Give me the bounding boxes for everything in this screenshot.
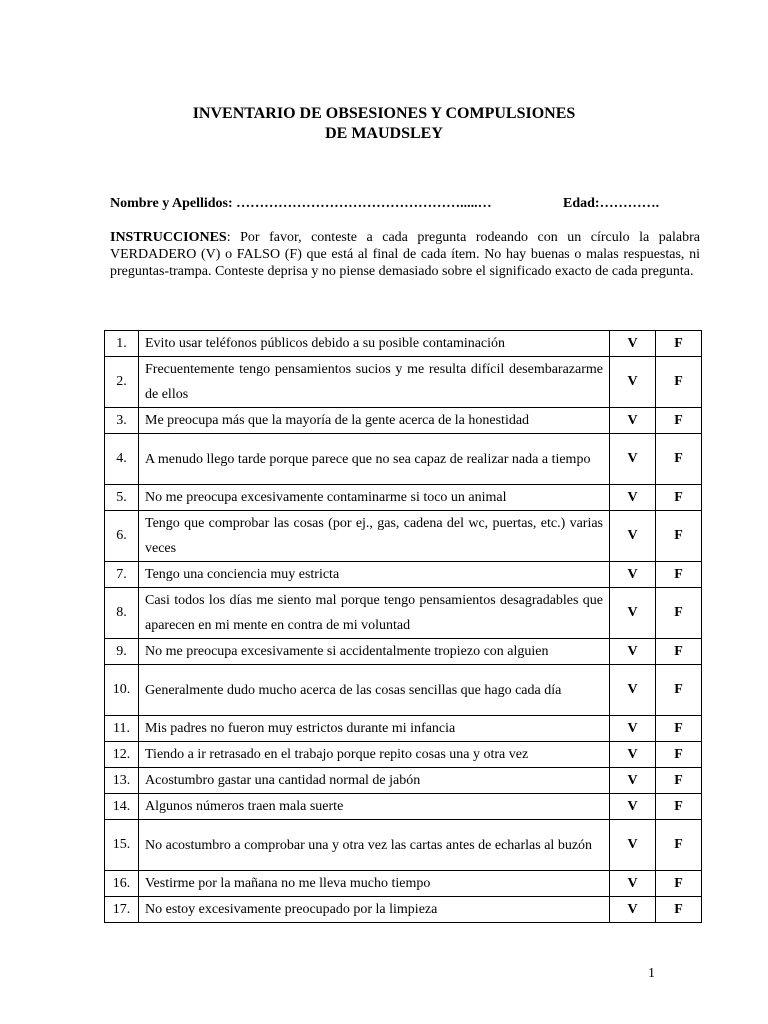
item-statement: Generalmente dudo mucho acerca de las cosas sencillas que hago cada día bbox=[139, 665, 610, 716]
questionnaire-row bbox=[105, 820, 702, 871]
questionnaire-row bbox=[105, 716, 702, 742]
age-field: Edad:…………. bbox=[563, 196, 660, 211]
answer-true-option[interactable]: V bbox=[610, 434, 656, 485]
questionnaire-body bbox=[105, 331, 702, 923]
answer-true-option[interactable]: V bbox=[610, 871, 656, 897]
item-statement: No acostumbro a comprobar una y otra vez las cartas antes de echarlas al buzón bbox=[139, 820, 610, 871]
item-statement: No me preocupa excesivamente contaminarme si toco un animal bbox=[139, 485, 610, 511]
answer-false-option[interactable]: F bbox=[656, 820, 702, 871]
item-statement: Casi todos los días me siento mal porque tengo pensamientos desagradables que aparecen en mi mente en contra de mi voluntad bbox=[139, 588, 610, 639]
item-number: 11. bbox=[105, 716, 139, 742]
title-line-2: DE MAUDSLEY bbox=[325, 125, 443, 142]
answer-true-option[interactable]: V bbox=[610, 742, 656, 768]
item-statement: Tengo una conciencia muy estricta bbox=[139, 562, 610, 588]
answer-true-option[interactable]: V bbox=[610, 588, 656, 639]
respondent-info-line bbox=[110, 195, 700, 213]
answer-false-option[interactable]: F bbox=[656, 485, 702, 511]
answer-false-option[interactable]: F bbox=[656, 511, 702, 562]
item-statement: Evito usar teléfonos públicos debido a su posible contaminación bbox=[139, 331, 610, 357]
answer-true-option[interactable]: V bbox=[610, 768, 656, 794]
answer-true-option[interactable]: V bbox=[610, 408, 656, 434]
item-number: 8. bbox=[105, 588, 139, 639]
item-number: 2. bbox=[105, 357, 139, 408]
answer-false-option[interactable]: F bbox=[656, 639, 702, 665]
answer-false-option[interactable]: F bbox=[656, 768, 702, 794]
item-number: 9. bbox=[105, 639, 139, 665]
questionnaire-row bbox=[105, 742, 702, 768]
answer-false-option[interactable]: F bbox=[656, 871, 702, 897]
instructions bbox=[110, 229, 700, 280]
item-number: 4. bbox=[105, 434, 139, 485]
item-number: 14. bbox=[105, 794, 139, 820]
item-statement: Mis padres no fueron muy estrictos durante mi infancia bbox=[139, 716, 610, 742]
document-title bbox=[0, 104, 768, 144]
item-statement: Algunos números traen mala suerte bbox=[139, 794, 610, 820]
item-statement: Tiendo a ir retrasado en el trabajo porque repito cosas una y otra vez bbox=[139, 742, 610, 768]
item-statement: Me preocupa más que la mayoría de la gente acerca de la honestidad bbox=[139, 408, 610, 434]
item-statement: A menudo llego tarde porque parece que no sea capaz de realizar nada a tiempo bbox=[139, 434, 610, 485]
instructions-label: INSTRUCCIONES bbox=[110, 230, 227, 245]
item-number: 16. bbox=[105, 871, 139, 897]
answer-false-option[interactable]: F bbox=[656, 665, 702, 716]
questionnaire-row bbox=[105, 408, 702, 434]
instructions-text: : Por favor, conteste a cada pregunta rodeando con un círculo la palabra VERDADERO (V) o FALSO (F) que está al final de cada ítem. No hay buenas o malas respuestas, ni preguntas-trampa. Conteste deprisa y no piense demasiado sobre el significado exacto de cada pregunta. bbox=[110, 230, 700, 279]
name-field: Nombre y Apellidos: ………………………………………….....… bbox=[110, 196, 492, 211]
item-number: 7. bbox=[105, 562, 139, 588]
answer-false-option[interactable]: F bbox=[656, 331, 702, 357]
item-statement: Tengo que comprobar las cosas (por ej., gas, cadena del wc, puertas, etc.) varias veces bbox=[139, 511, 610, 562]
answer-false-option[interactable]: F bbox=[656, 562, 702, 588]
answer-true-option[interactable]: V bbox=[610, 331, 656, 357]
answer-true-option[interactable]: V bbox=[610, 897, 656, 923]
item-number: 17. bbox=[105, 897, 139, 923]
questionnaire-row bbox=[105, 871, 702, 897]
item-number: 15. bbox=[105, 820, 139, 871]
questionnaire-row bbox=[105, 639, 702, 665]
questionnaire-row bbox=[105, 562, 702, 588]
item-number: 12. bbox=[105, 742, 139, 768]
item-number: 3. bbox=[105, 408, 139, 434]
answer-false-option[interactable]: F bbox=[656, 794, 702, 820]
answer-false-option[interactable]: F bbox=[656, 357, 702, 408]
questionnaire-row bbox=[105, 665, 702, 716]
item-statement: Vestirme por la mañana no me lleva mucho tiempo bbox=[139, 871, 610, 897]
item-number: 13. bbox=[105, 768, 139, 794]
answer-true-option[interactable]: V bbox=[610, 357, 656, 408]
answer-false-option[interactable]: F bbox=[656, 434, 702, 485]
questionnaire-row bbox=[105, 794, 702, 820]
item-number: 5. bbox=[105, 485, 139, 511]
questionnaire-row bbox=[105, 897, 702, 923]
answer-false-option[interactable]: F bbox=[656, 588, 702, 639]
item-statement: No me preocupa excesivamente si accidentalmente tropiezo con alguien bbox=[139, 639, 610, 665]
answer-true-option[interactable]: V bbox=[610, 665, 656, 716]
answer-true-option[interactable]: V bbox=[610, 820, 656, 871]
answer-true-option[interactable]: V bbox=[610, 511, 656, 562]
questionnaire-row bbox=[105, 357, 702, 408]
questionnaire-table bbox=[104, 330, 702, 923]
answer-false-option[interactable]: F bbox=[656, 408, 702, 434]
item-statement: Frecuentemente tengo pensamientos sucios y me resulta difícil desembarazarme de ellos bbox=[139, 357, 610, 408]
questionnaire-row bbox=[105, 511, 702, 562]
page-number: 1 bbox=[648, 966, 655, 981]
answer-true-option[interactable]: V bbox=[610, 639, 656, 665]
questionnaire-row bbox=[105, 768, 702, 794]
questionnaire-row bbox=[105, 588, 702, 639]
answer-false-option[interactable]: F bbox=[656, 716, 702, 742]
item-number: 6. bbox=[105, 511, 139, 562]
questionnaire-row bbox=[105, 485, 702, 511]
answer-true-option[interactable]: V bbox=[610, 716, 656, 742]
answer-true-option[interactable]: V bbox=[610, 485, 656, 511]
answer-false-option[interactable]: F bbox=[656, 897, 702, 923]
item-statement: Acostumbro gastar una cantidad normal de jabón bbox=[139, 768, 610, 794]
questionnaire-row bbox=[105, 434, 702, 485]
title-line-1: INVENTARIO DE OBSESIONES Y COMPULSIONES bbox=[192, 105, 576, 122]
item-number: 1. bbox=[105, 331, 139, 357]
item-number: 10. bbox=[105, 665, 139, 716]
item-statement: No estoy excesivamente preocupado por la limpieza bbox=[139, 897, 610, 923]
answer-true-option[interactable]: V bbox=[610, 794, 656, 820]
questionnaire-row bbox=[105, 331, 702, 357]
answer-false-option[interactable]: F bbox=[656, 742, 702, 768]
answer-true-option[interactable]: V bbox=[610, 562, 656, 588]
